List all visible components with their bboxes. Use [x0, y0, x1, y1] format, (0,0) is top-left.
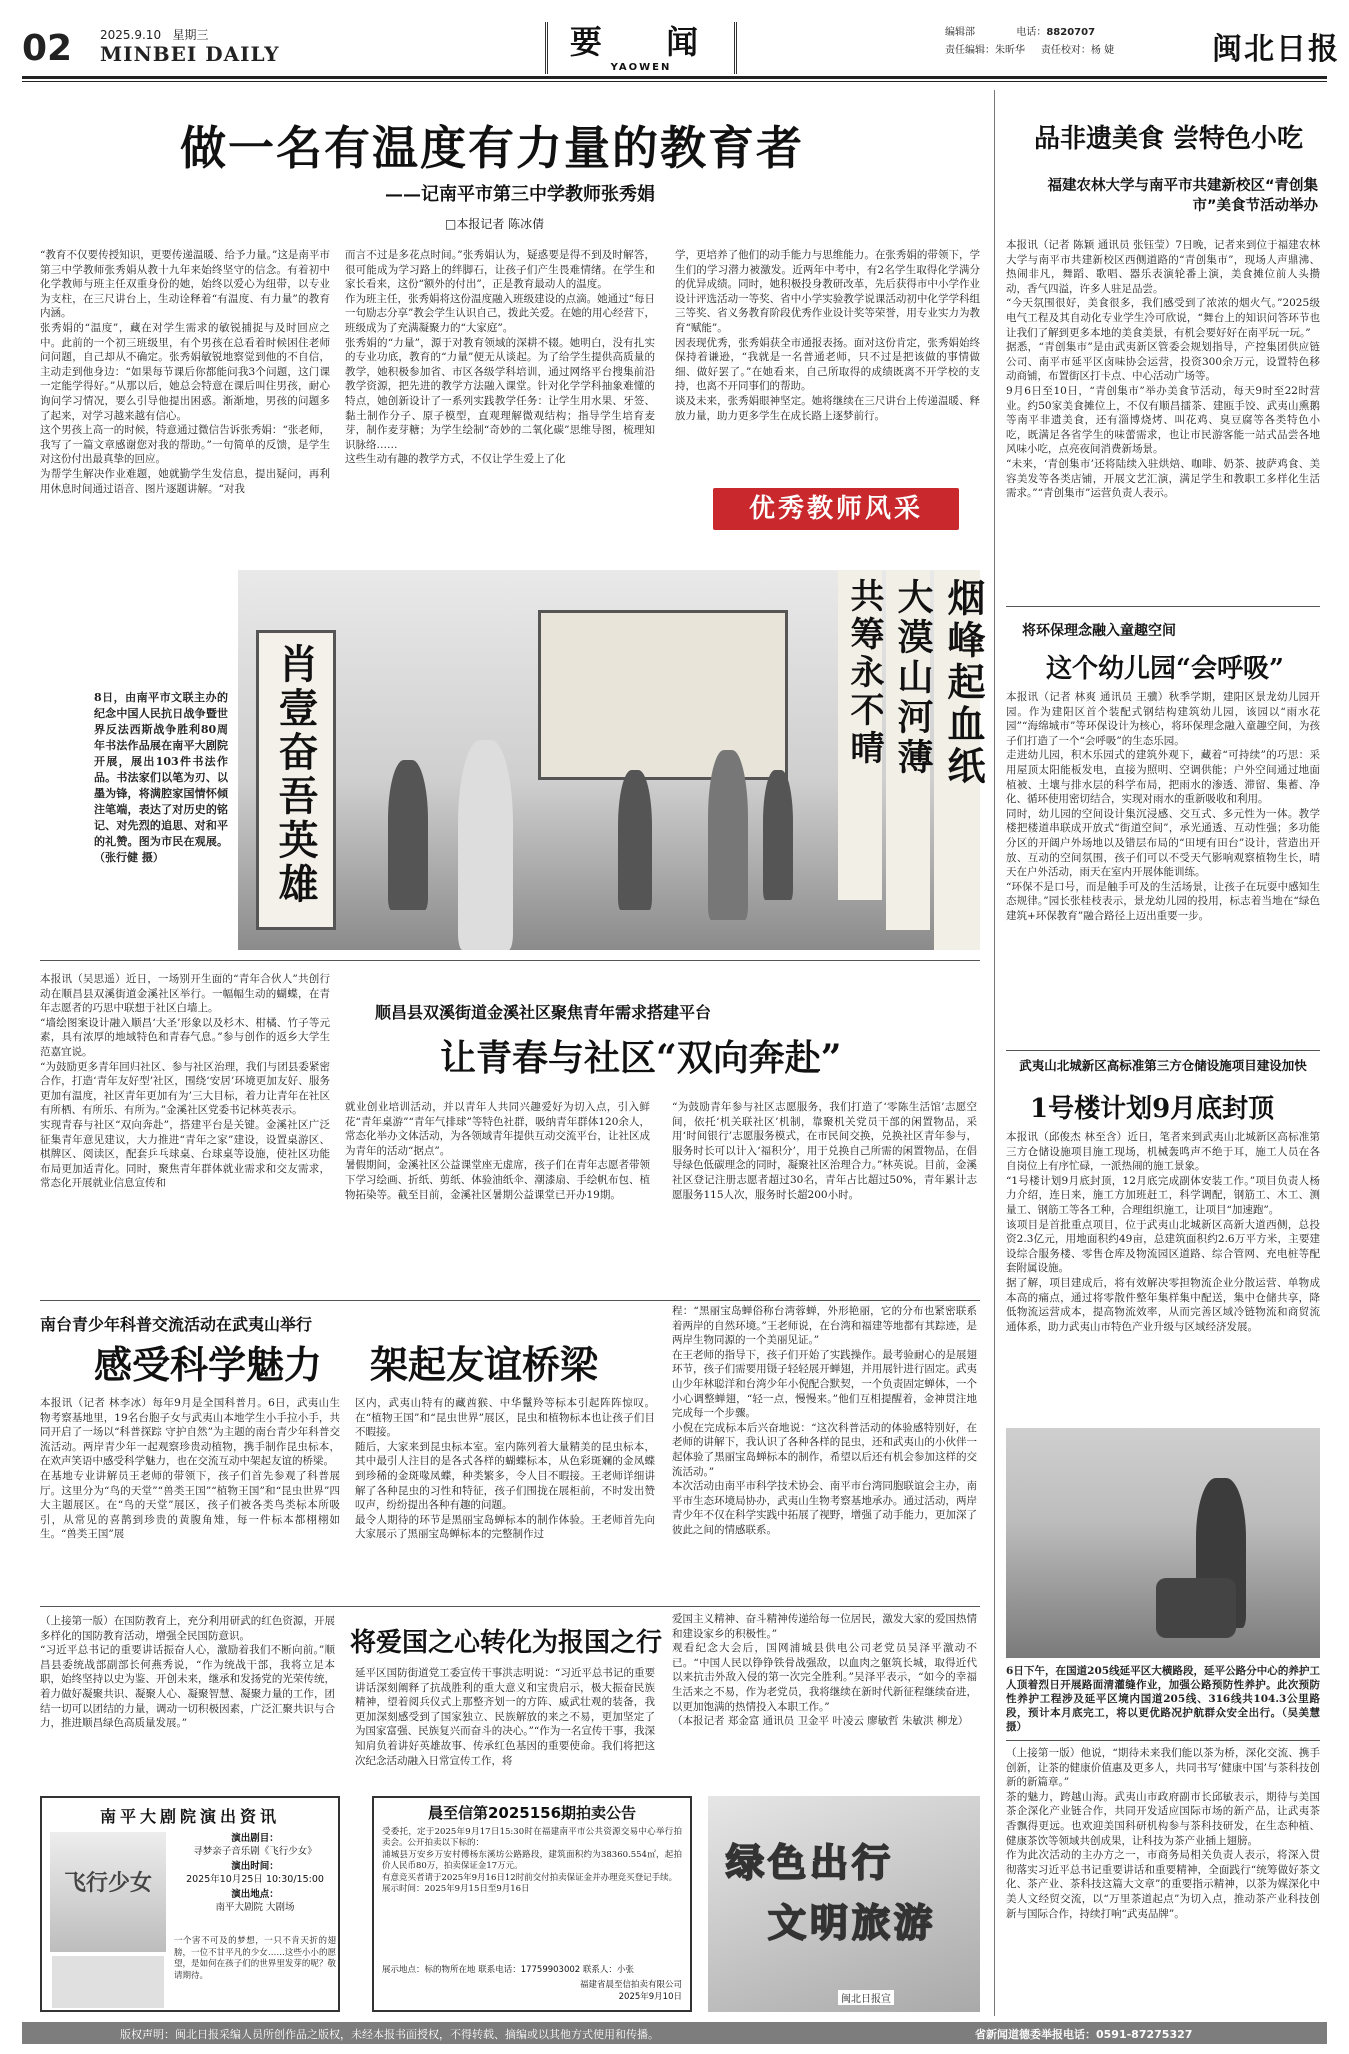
calligraphy-scroll-right-1 [838, 570, 882, 900]
patriot-column-2: 延平区国防街道党工委宣传干事洪志明说：“习近平总书记的重要讲话深刻阐释了抗战胜利的重大意义和宝贵启示，极大振奋民族精神，望着阅兵仪式上那整齐划一的方阵、威武壮观的装备，我更加深刻感受到了国家独立、民族解放的来之不易，更加坚定了为国家富强、民族复兴而奋斗的决心。”“作为一名宣传干事，我深知肩负着讲好英雄故事、传承红色基因的重要使命。我们将把这次纪念活动融入日常宣传工作，将 [355, 1667, 655, 1767]
section-title-en: YAOWEN [610, 62, 672, 73]
scroll-text-left: 肖壹奋吾英雄 [272, 643, 319, 907]
ad-l3-label: 演出地点： [231, 1889, 279, 1900]
lead-column-1: “教育不仅要传授知识，更要传递温暖、给予力量。”这是南平市第三中学教师张秀娟从教十九年来始终坚守的信念。有着初中化学教师与班主任双重身份的她，始终以爱心为纽带，以专业为支柱，在三尺讲台上，生动诠释着“有温度、有力量”的教育内涵。 张秀娟的“温度”，藏在对学生需求的敏锐捕捉与及时回应之中。此前的一个初三班级里，有个男孩在总看着时候困住老师问问题，自己却从不确定。张秀娟敏锐地察觉到他的不自信，主动走到他身边：“如果每节课后你都能问我3个问题，这门课一定能学得好。”从那以后，她总会特意在课后叫住男孩，耐心询问学习情况，要么引导他提出困惑。渐渐地，男孩的问题多了起来，对学习越来越有信心。 这个男孩上高一的时候，特意通过微信告诉张秀娟：“张老师，我写了一篇文章感谢您对我的帮助。”一句简单的反馈，是学生对这份付出最真挚的回应。 为帮学生解决作业难题，她就勤学生发信息，提出疑问，再利用休息时间通过语音、图片逐题讲解。“对我 [40, 249, 330, 495]
youth-headline: 让青春与社区“双向奔赴” [440, 1037, 842, 1079]
science-headline-b: 架起友谊桥梁 [370, 1342, 599, 1387]
ad-l2-value: 2025年10月25日 10:30/15:00 [186, 1874, 324, 1885]
ad-theatre-title: 南平大剧院演出资讯 [99, 1807, 280, 1826]
visitor-figure [388, 760, 428, 910]
science-headline-a: 感受科学魅力 [94, 1342, 323, 1387]
ad-auction-body: 受委托，定于2025年9月17日15:30时在福建南平市公共资源交易中心举行拍卖会。公开拍卖以下标的： 浦城县万安乡万安村傅杨东溪坊公路路段，建筑面积约为38360.554㎡，起拍价人民币80万，拍卖保证金17万元。 有意竞买者请于2025年9月16日12时前交付拍卖保证金并办理竞买登记手续。 展示时间：2025年9月15日至9月16日 [382, 1827, 682, 1895]
ad-l2-label: 演出时间： [231, 1861, 279, 1872]
ad-green-line1: 绿色出行 [726, 1840, 895, 1885]
paper-name-en: MINBEI DAILY [100, 42, 280, 66]
exhibition-photo [238, 570, 986, 950]
scroll-text-r3: 烟峰起血纸 [941, 578, 986, 788]
visitor-figure [458, 740, 513, 950]
kinder-headline: 这个幼儿园“会呼吸” [1046, 654, 1284, 684]
footer-hotline: 省新闻道德委举报电话：0591-87275327 [975, 2028, 1193, 2041]
footer-copyright: 版权声明：闽北日报采编人员所创作品之版权，未经本报书面授权，不得转载、摘编或以其他方式使用和传播。 [120, 2028, 659, 2041]
ad-auction [372, 1796, 692, 2012]
scroll-text-r2: 大漠山河薄 [892, 578, 934, 778]
road-machine [1156, 1578, 1236, 1638]
road-work-photo [1006, 1428, 1320, 1658]
visitor-figure [618, 770, 652, 910]
feature-banner: 优秀教师风采 [713, 488, 959, 530]
build-headline: 1号楼计划9月底封顶 [1030, 1094, 1275, 1124]
youth-column-1: 本报讯（吴思遥）近日，一场别开生面的“青年合伙人”共创行动在顺昌县双溪街道金溪社区举行。一幅幅生动的蝴蝶，在青年志愿者的巧思中联想于社区白墙上。 “墙绘图案设计融入顺昌‘大圣’形象以及杉木、柑橘、竹子等元素，具有浓厚的地域特色和青春气息。”参与创作的返乡大学生范嘉宜说。 “为鼓励更多青年回归社区、参与社区治理，我们与团县委紧密合作，打造‘青年友好型’社区，围绕‘安居’环境更加友好、服务更加有温度，社区青年更加有为’三大目标，着力让青年在社区有所栖、有所乐、有所为。”金溪社区党委书记林英表示。 实现青春与社区“双向奔赴”，搭建平台是关键。金溪社区广泛征集青年意见建议，大力推进“青年之家”建设，设置桌游区、棋牌区、阅读区，配套乒乓球桌、台球桌等设施，使社区功能布局更加适青化。同时，聚焦青年群体就业需求和交友需求，常态化开展就业信息宣传和 [40, 973, 330, 1190]
paper-logo: 闽北日报 [1212, 32, 1340, 67]
science-column-2: 区内，武夷山特有的藏酋猴、中华鬣羚等标本引起阵阵惊叹。在“植物王国”和“昆虫世界”展区，昆虫和植物标本也让孩子们目不暇接。 随后，大家来到昆虫标本室。室内陈列着大量精美的昆虫标本，其中最引人注目的是各式各样的蝴蝶标本，从色彩斑斓的金凤蝶到珍稀的金斑喙凤蝶，种类繁多，令人目不暇接。王老师详细讲解了各种昆虫的习性和特征，孩子们围拢在展柜前，不时发出赞叹声，纷纷提出各种有趣的问题。 最令人期待的环节是黑丽宝岛蝉标本的制作体验。王老师首先向大家展示了黑丽宝岛蝉标本的完整制作过 [355, 1397, 655, 1541]
ad-auction-title: 晨至信第2025156期拍卖公告 [427, 1804, 637, 1822]
calligraphy-scroll-right-2 [886, 570, 934, 930]
kinder-kicker: 将环保理念融入童趣空间 [1022, 623, 1176, 639]
ad-l1-label: 演出剧目： [231, 1833, 279, 1844]
science-column-1: 本报讯（记者 林李冰）每年9月是全国科普月。6日，武夷山生物考察基地里，19名台胞子女与武夷山本地学生小手拉小手，共同开启了一场以“科普探踪 守护自然”为主题的南台青少年科普交流活动。两岸青少年一起观察珍贵动植物，携手制作昆虫标本，在欢声笑语中感受科学魅力，也在交流互动中架起友谊的桥梁。 在基地专业讲解员王老师的带领下，孩子们首先参观了科普展厅。这里分为“鸟的天堂”“兽类王国”“植物王国”和“昆虫世界”四大主题展区。在“鸟的天堂”展区，孩子们被各类鸟类标本所吸引，从常见的喜鹊到珍贵的黄腹角雉，每一件标本都栩栩如生。“兽类王国”展 [40, 1397, 340, 1541]
food-headline: 品非遗美食 尝特色小吃 [1034, 124, 1304, 154]
ad-auction-contact: 展示地点：标的物所在地 联系电话：17759903002 联系人：小张 [382, 1965, 634, 1975]
lead-byline: □本报记者 陈冰倩 [445, 217, 545, 231]
scroll-text-r1: 共筹永不晴 [844, 578, 884, 768]
ad-green-travel [708, 1796, 980, 2012]
section-title-box [545, 22, 737, 74]
patriot-headline: 将爱国之心转化为报国之行 [350, 1628, 663, 1658]
lead-headline: 做一名有温度有力量的教育者 [180, 121, 804, 175]
science-column-3: 程：“黑丽宝岛蝉俗称台湾蓉蝉，外形艳丽，它的分布也紧密联系着两岸的自然环境。”王老师说，在台湾和福建等地都有其踪迹，是两岸生物同源的一个美丽见证。” 在王老师的指导下，孩子们开始了实践操作。最考验耐心的是展翅环节，孩子们需要用镊子轻轻展开蝉翅，并用展针进行固定。武夷山少年林聪洋和台湾少年小倪配合默契，一个负责固定蝉体，一个小心调整蝉翅，“轻一点，慢慢来。”他们互相提醒着，金神贯注地完成每一个步骤。 小倪在完成标本后兴奋地说：“这次科普活动的体验感特别好，在老师的讲解下，我认识了各种各样的昆虫，还和武夷山的小伙伴一起体验了黑丽宝岛蝉标本的制作，希望以后还有机会参加这样的交流活动。” 本次活动由南平市科学技术协会、南平市台湾同胞联谊会主办，南平市生态环境局协办，武夷山生物考察基地承办。通过活动，两岸青少年不仅在科学实践中拓展了视野，增强了动手能力，更加深了彼此之间的情感联系。 [672, 1305, 977, 1536]
ad-green-credit: 闽北日报宣 [838, 1990, 894, 2005]
build-kicker: 武夷山北城新区高标准第三方仓储设施项目建设加快 [1019, 1058, 1307, 1073]
ad-theatre-poster [50, 1832, 166, 1952]
visitor-figure [763, 770, 793, 900]
calligraphy-scroll-right-3 [934, 570, 986, 950]
kinder-body: 本报讯（记者 林爽 通讯员 王骥）秋季学期，建阳区景龙幼儿园开园。作为建阳区首个装配式钢结构建筑幼儿园，该园以“雨水花园”“海绵城市”等环保设计为核心，将环保理念融入童趣空间，为孩子们打造了一个“会呼吸”的生态乐园。 走进幼儿园，积木乐园式的建筑外观下，藏着“可持续”的巧思：采用屋顶太阳能板发电，直接为照明、空调供能；户外空间通过地面植被、土壤与排水层的科学布局，把雨水的渗透、滞留、集蓄、净化、循环使用密切结合，实现对雨水的重新吸收和利用。 同时，幼儿园的空间设计集沉浸感、交互式、多元性为一体。教学楼把楼道串联成开放式“街道空间”，承光通透、互动性强；多功能分区的开阔户外场地以及错层布局的“田埂有田台”设计，营造出开放、互动的空间氛围，孩子们可以不受天气影响观察植物生长，晴天在户外活动，雨天在室内开展体能训练。 “环保不是口号，而是触手可及的生活场景，让孩子在玩耍中感知生态规律。”园长张桂枝表示，景龙幼儿园的投用，标志着当地在“绿色建筑+环保教育”融合路径上迈出重要一步。 [1006, 691, 1320, 922]
road-work-caption: 6日下午，在国道205线延平区大横路段，延平公路分中心的养护工人顶着烈日开展路面清灌缝作业，加强公路预防性养护。此次预防性养护工程涉及延平区境内国道205线、316线共104.3公里路段，预计本月底完工，将以更优路况护航群众安全出行。（吴美慧 摄） [1006, 1665, 1320, 1733]
patriot-column-3: 爱国主义精神、奋斗精神传递给每一位居民，激发大家的爱国热情和建设家乡的积极性。” 观看纪念大会后，国网浦城县供电公司老党员吴泽平激动不已。“中国人民以铮铮铁骨战强敌，以血肉之躯筑长城，取得近代以来抗击外敌入侵的第一次完全胜利。”吴泽平表示，“如今的幸福生活来之不易，作为老党员，我将继续在新时代新征程继续奋进，以更加饱满的热情投入本职工作。” （本报记者 郑金富 通讯员 卫金平 叶凌云 廖敏哲 朱敏洪 柳龙） [672, 1613, 977, 1728]
ad-l1-value: 寻梦亲子音乐剧《飞行少女》 [193, 1846, 317, 1857]
lead-subtitle: ——记南平市第三中学教师张秀娟 [385, 184, 655, 205]
issue-date: 2025.9.10 星期三 [100, 28, 209, 42]
ad-auction-signature: 福建省晨至信拍卖有限公司 [579, 1980, 682, 1990]
poster-title: 飞行少女 [63, 1870, 152, 1896]
section-title: 要 闻 [569, 23, 713, 61]
ad-auction-date: 2025年9月10日 [618, 1992, 682, 2002]
tea-body: （上接第一版）他说，“期待未来我们能以茶为桥，深化交流、携手创新，让茶的健康价值惠及更多人，共同书写‘健康中国’与茶科技创新的新篇章。” 茶的魅力，跨越山海。武夷山市政府副市长邱敏表示，期待与美国茶企深化产业链合作，共同开发适应国际市场的新产品，让武夷茶香飘得更远。也欢迎美国科研机构参与茶科技研发，在生态种植、健康茶饮等领域共创成果，让科技为茶产业插上翅膀。 作为此次活动的主办方之一，市商务局相关负责人表示，将深入贯彻落实习近平总书记重要讲话和重要精神，全面践行“统筹做好茶文化、茶产业、茶科技这篇大文章”的重要指示精神，以茶为媒深化中美人文经贸交流，以“万里茶道起点”为切入点，推动茶产业科技创新与国际合作，持续打响“武夷品牌”。 [1006, 1747, 1320, 1920]
page-number: 02 [22, 28, 73, 69]
editor-info: 编辑部 电话：8820707 责任编辑：朱昕华 责任校对：杨 婕 [945, 27, 1115, 56]
food-body: 本报讯（记者 陈颖 通讯员 张钰莹）7日晚，记者来到位于福建农林大学与南平市共建新校区西侧道路的“青创集市”，现场人声鼎沸、热闹非凡，舞蹈、歌唱、器乐表演轮番上演，美食摊位前人头攒动，香气四溢，许多人驻足品尝。 “今天氛围很好，美食很多，我们感受到了浓浓的烟火气。”2025级电气工程及其自动化专业学生冷可欣说，“舞台上的知识问答环节也让我们了解到更多本地的美食美景，有机会要好好在南平玩一玩。” 据悉，“青创集市”是由武夷新区管委会规划指导，产控集团供应链公司、南平市延平区卤味协会运营，投资300余万元，设置特色移动商铺，布置街区打卡点、中心活动广场等。 9月6日至10日，“青创集市”举办美食节活动，每天9时至22时营业。约50家美食摊位上，不仅有顺昌擂茶、建瓯手饺、武夷山熏鹅等南平非遗美食，还有淄博烧烤、叫花鸡、臭豆腐等各类特色小吃，既满足各省学生的味蕾需求，也让市民游客能一站式品尝各地风味小吃，点亮夜间消费新场景。 “未来，‘青创集市’还将陆续入驻烘焙、咖啡、奶茶、披萨鸡食、美容美发等各类店铺，开展文艺汇演，满足学生和教职工多样化生活需求。”“青创集市”运营负责人表示。 [1006, 239, 1320, 500]
ad-theatre-figure [52, 1956, 164, 2008]
wall-panel [538, 610, 788, 780]
visitor-figure [708, 750, 748, 920]
ad-l3-value: 南平大剧院 大剧场 [215, 1902, 295, 1913]
build-body: 本报讯（邱俊杰 林至含）近日，笔者来到武夷山北城新区高标准第三方仓储设施项目施工现场，机械轰鸣声不绝于耳，施工人员在各自岗位上有序忙碌，一派热闹的施工景象。 “1号楼计划9月底封顶，12月底完成副体安装工作。”项目负责人杨力介绍，连日来，施工方加班赶工，科学调配，钢筋工、木工、测量工、钢筋工等各工种，合理组织施工，让项目“加速跑”。 该项目是首批重点项目，位于武夷山北城新区高新大道西侧，总投资2.3亿元，用地面积约49亩，总建筑面积约2.6万平方米，主要建设综合服务楼、零售仓库及物流园区道路、综合管网、充电桩等配套附属设施。 据了解，项目建成后，将有效解决零担物流企业分散运营、单物成本高的痛点，通过将零散件整年集样集中配送，集中仓储共享，降低物流运营成本，提高物流效率，从而完善区域冷链物流和商贸流通体系，助力武夷山市特色产业升级与区域经济发展。 [1006, 1131, 1320, 1333]
science-kicker: 南台青少年科普交流活动在武夷山举行 [40, 1315, 313, 1334]
ad-theatre-desc: 一个害不可及的梦想，一只不肯天折的翅膀，一位不甘平凡的少女……这些小小的愿望，是如何在孩子们的世界里发芽的呢？敬请期待。 [174, 1936, 336, 1981]
photo-caption-exhibition: 8日，由南平市文联主办的纪念中国人民抗日战争暨世界反法西斯战争胜利80周年书法作品展在南平大剧院开展，展出103件书法作品。书法家们以笔为刃、以墨为锋，将满腔家国情怀倾注笔端，表达了对历史的铭记、对先烈的追思、对和平的礼赞。图为市民在观展。（张行健 摄） [94, 691, 228, 864]
ad-green-line2: 文明旅游 [768, 1900, 937, 1945]
youth-column-3: “为鼓励青年参与社区志愿服务，我们打造了‘零陈生活馆’志愿空间，依托‘机关联社区’机制，靠聚机关党员干部的闲置物品，采用‘时间银行’志愿服务模式，在市民间交换，兑换社区青年参与，服务时长可以计入‘福积分’，用于兑换自己所需的闲置物品，在倡导绿色低碳理念的同时，凝聚社区治理合力。”林英说。目前，金溪社区登记注册志愿者超过30名，青年占比超过50%，青年累计志愿服务115人次，服务时长超200小时。 [672, 1101, 977, 1201]
patriot-column-1: （上接第一版）在国防教育上，充分利用研武的红色资源，开展多样化的国防教育活动，增强全民国防意识。 “习近平总书记的重要讲话振奋人心，激励着我们不断向前。”顺昌县委统战部副部长何燕秀说，“作为统战干部，我将立足本职，始终坚持以史为鉴、开创未来，继承和发扬党的光荣传统，着力做好凝聚共识、凝聚人心、凝聚智慧、凝聚力量的工作，团结一切可以团结的力量，调动一切积极因素，广泛汇聚共识与合力，推进顺昌绿色高质量发展。” [40, 1615, 335, 1730]
lead-column-3: 学，更培养了他们的动手能力与思维能力。在张秀娟的带领下，学生们的学习潜力被激发。近两年中考中，有2名学生取得化学满分的优异成绩。同时，她积极投身教研改革，先后获得市中小学作业设计评选活动一等奖、省中小学实验教学说课活动初中化学学科组三等奖、省义务教育阶段优秀作业设计奖等荣誉，用专业实力为教育“赋能”。 因表现优秀，张秀娟获全市通报表扬。面对这份肯定，张秀娟始终保持着谦逊，“我就是一名普通老师，只不过是把该做的事情做细、做好罢了。”在她看来，自己所取得的成绩既离不开学校的支持，也离不开同事们的帮助。 谈及未来，张秀娟眼神坚定。她将继续在三尺讲台上传递温暖、释放力量，助力更多学生在成长路上逐梦前行。 [675, 249, 980, 422]
youth-kicker: 顺昌县双溪街道金溪社区聚焦青年需求搭建平台 [375, 1003, 712, 1022]
lead-column-2: 而言不过是多花点时间。”张秀娟认为，疑惑要是得不到及时解答，很可能成为学习路上的绊脚石，让孩子们产生畏难情绪。在学生和家长看来，这份“额外的付出”，正是教育最动人的温度。 作为班主任，张秀娟将这份温度融入班级建设的点滴。她通过“每日一句励志分享”教会学生认识自己，拨此关爱。在她的用心经营下，班级成为了充满凝聚力的“大家庭”。 张秀娟的“力量”，源于对教育领域的深耕不辍。她明白，没有扎实的专业功底，教育的“力量”便无从谈起。为了给学生提供高质量的教学，她积极参加省、市区各级学科培训，通过网络平台搜集前沿教学资源，把先进的教学方法融入课堂。针对化学学科抽象难懂的特点，她创新设计了一系列实践教学任务：让学生用水果、牙签、黏土制作分子、原子模型，直观理解微观结构；指导学生培育麦芽，制作麦芽糖；为学生绘制“奇妙的二氧化碳”思维导图，梳理知识脉络…… 这些生动有趣的教学方式，不仅让学生爱上了化 [345, 249, 655, 466]
food-subtitle: 福建农林大学与南平市共建新校区“青创集市”美食节活动举办 [1047, 178, 1318, 214]
youth-column-2: 就业创业培训活动，并以青年人共同兴趣爱好为切入点，引入鲜花“青年桌游”“青年气排球”等特色社群，吸纳青年群体120余人，常态化举办文体活动，为各领域青年提供互动交流平台，让社区成为青年的活动“据点”。 暑假期间，金溪社区公益课堂座无虚席，孩子们在青年志愿者带领下学习绘画、折纸、剪纸、体验油纸伞、潮漆扇、手绘帆布包、植物拓染等。截至目前，金溪社区暑期公益课堂已开办19期。 [345, 1101, 650, 1201]
calligraphy-scroll-left [256, 630, 336, 930]
ad-theatre [40, 1796, 340, 2012]
